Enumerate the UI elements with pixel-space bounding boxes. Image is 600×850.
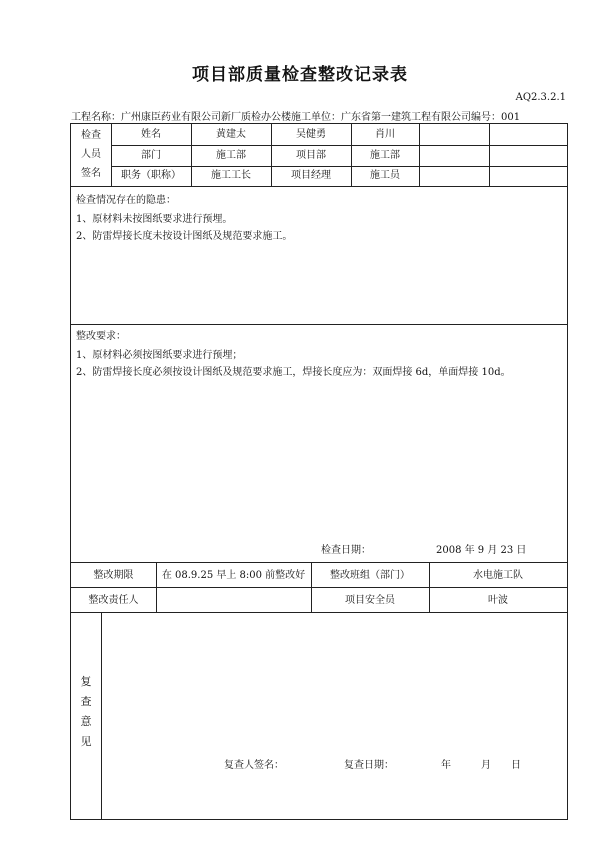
form-title: 项目部质量检查整改记录表 xyxy=(192,65,408,85)
review-date-year: 年 xyxy=(441,760,451,771)
row-divider xyxy=(111,166,567,167)
cell-position: 施工员 xyxy=(370,170,400,181)
deadline-value: 在 08.9.25 早上 8:00 前整改好 xyxy=(161,570,306,581)
inspection-date-value: 2008 年 9 月 23 日 xyxy=(436,545,527,556)
review-label-char: 查 xyxy=(80,695,92,708)
rectify-item: 2、防雷焊接长度必须按设计图纸及规范要求施工，焊接长度应为：双面焊接 6d，单面焊接 10d。 xyxy=(76,367,511,378)
row-divider xyxy=(71,612,567,613)
review-date-day: 日 xyxy=(511,760,521,771)
row-divider xyxy=(71,587,567,588)
rectify-heading: 整改要求： xyxy=(76,331,126,342)
hazard-item: 2、防雷焊接长度未按设计图纸及规范要求施工。 xyxy=(76,231,293,242)
row-divider xyxy=(71,186,567,187)
cell-name: 黄建太 xyxy=(216,129,246,140)
cell-position-header: 职务（职称） xyxy=(121,170,181,181)
form-code: AQ2.3.2.1 xyxy=(515,92,566,103)
cell-dept: 施工部 xyxy=(370,150,400,161)
col-divider xyxy=(489,124,490,186)
deadline-label: 整改期限 xyxy=(93,570,134,581)
rectify-item: 1、原材料必须按图纸要求进行预埋； xyxy=(76,350,243,361)
review-label-char: 复 xyxy=(80,675,92,688)
safety-officer-label: 项目安全员 xyxy=(345,595,395,606)
project-info-line: 工程名称：广州康臣药业有限公司新厂质检办公楼施工单位：广东省第一建筑工程有限公司编号：001 xyxy=(71,112,521,123)
cell-position: 项目经理 xyxy=(291,170,331,181)
review-date-month: 月 xyxy=(481,760,491,771)
review-date-label: 复查日期： xyxy=(344,760,394,771)
review-label-char: 意 xyxy=(80,715,92,728)
review-label-char: 见 xyxy=(80,735,92,748)
reviewer-signature-label: 复查人签名： xyxy=(224,760,284,771)
inspection-form-table xyxy=(70,123,568,820)
cell-dept: 项目部 xyxy=(296,150,326,161)
row-divider xyxy=(111,145,567,146)
inspectors-label-line: 检查 xyxy=(81,130,101,141)
cell-name: 肖川 xyxy=(375,129,395,140)
team-label: 整改班组（部门） xyxy=(330,570,410,581)
hazard-item: 1、原材料未按图纸要求进行预埋。 xyxy=(76,214,233,225)
safety-officer-value: 叶波 xyxy=(488,595,508,606)
cell-dept: 施工部 xyxy=(216,150,246,161)
row-divider xyxy=(71,562,567,563)
inspectors-label-line: 签名 xyxy=(81,168,101,179)
cell-name: 吴健勇 xyxy=(296,129,326,140)
team-value: 水电施工队 xyxy=(473,570,523,581)
inspectors-label-line: 人员 xyxy=(81,149,101,160)
cell-position: 施工工长 xyxy=(211,170,251,181)
responsible-label: 整改责任人 xyxy=(88,595,139,606)
col-divider xyxy=(101,612,102,819)
col-divider xyxy=(419,124,420,186)
row-divider xyxy=(71,324,567,325)
cell-name-header: 姓名 xyxy=(141,129,161,140)
cell-dept-header: 部门 xyxy=(141,150,161,161)
hazards-heading: 检查情况存在的隐患： xyxy=(76,195,176,206)
inspection-date-label: 检查日期： xyxy=(321,545,371,556)
